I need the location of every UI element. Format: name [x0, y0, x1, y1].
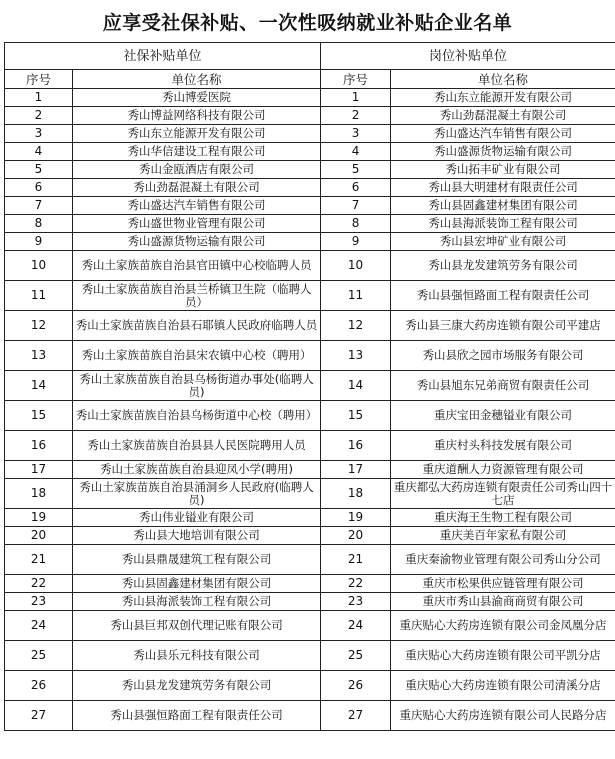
- right-seq-cell: 11: [321, 281, 391, 311]
- right-seq-cell: 27: [321, 701, 391, 731]
- left-unit-name-cell: 秀山博爱医院: [73, 89, 321, 107]
- left-unit-name-cell: 秀山县巨邦双创代理记账有限公司: [73, 611, 321, 641]
- table-row: [5, 593, 615, 611]
- right-unit-name-cell: 秀山盛源货物运输有限公司: [391, 143, 615, 161]
- right-seq-cell: 4: [321, 143, 391, 161]
- left-unit-name-cell: 秀山县龙发建筑劳务有限公司: [73, 671, 321, 701]
- right-unit-name-cell: 重庆贴心大药房连锁有限公司金凤凰分店: [391, 611, 615, 641]
- left-seq-cell: 22: [5, 575, 73, 593]
- left-seq-cell: 17: [5, 461, 73, 479]
- right-seq-cell: 1: [321, 89, 391, 107]
- left-seq-cell: 25: [5, 641, 73, 671]
- right-seq-cell: 25: [321, 641, 391, 671]
- right-seq-cell: 10: [321, 251, 391, 281]
- table-row: [5, 107, 615, 125]
- left-seq-cell: 11: [5, 281, 73, 311]
- left-unit-name-cell: 秀山劲磊混凝土有限公司: [73, 179, 321, 197]
- right-seq-cell: 24: [321, 611, 391, 641]
- left-seq-cell: 7: [5, 197, 73, 215]
- left-unit-name-cell: 秀山土家族苗族自治县石耶镇人民政府临聘人员: [73, 311, 321, 341]
- left-unit-name-cell: 秀山博益网络科技有限公司: [73, 107, 321, 125]
- table-row: [5, 371, 615, 401]
- right-seq-cell: 8: [321, 215, 391, 233]
- left-seq-cell: 27: [5, 701, 73, 731]
- left-seq-cell: 4: [5, 143, 73, 161]
- table-row: [5, 251, 615, 281]
- subsidy-table: [4, 42, 615, 731]
- table-row: [5, 281, 615, 311]
- document-title: 应享受社保补贴、一次性吸纳就业补贴企业名单: [102, 11, 513, 34]
- table-row: [5, 701, 615, 731]
- right-unit-name-cell: 秀山县强恒路面工程有限责任公司: [391, 281, 615, 311]
- right-unit-name-cell: 秀山盛达汽车销售有限公司: [391, 125, 615, 143]
- right-seq-cell: 16: [321, 431, 391, 461]
- right-seq-cell: 14: [321, 371, 391, 401]
- left-seq-cell: 1: [5, 89, 73, 107]
- section-header-social-insurance: 社保补贴单位: [5, 43, 321, 70]
- right-unit-name-cell: 重庆秦渝物业管理有限公司秀山分公司: [391, 545, 615, 575]
- right-unit-name-cell: 重庆村头科技发展有限公司: [391, 431, 615, 461]
- column-header-seq: 序号: [5, 70, 73, 89]
- left-unit-name-cell: 秀山土家族苗族自治县涌洞乡人民政府(临聘人员): [73, 479, 321, 509]
- right-unit-name-cell: 秀山县宏坤矿业有限公司: [391, 233, 615, 251]
- right-seq-cell: 23: [321, 593, 391, 611]
- table-row: [5, 479, 615, 509]
- left-seq-cell: 18: [5, 479, 73, 509]
- table-row: [5, 671, 615, 701]
- right-seq-cell: 5: [321, 161, 391, 179]
- left-unit-name-cell: 秀山土家族苗族自治县官田镇中心校临聘人员: [73, 251, 321, 281]
- left-seq-cell: 3: [5, 125, 73, 143]
- left-unit-name-cell: 秀山县强恒路面工程有限责任公司: [73, 701, 321, 731]
- right-unit-name-cell: 重庆都弘大药房连锁有限责任公司秀山四十七店: [391, 479, 615, 509]
- left-seq-cell: 5: [5, 161, 73, 179]
- right-seq-cell: 6: [321, 179, 391, 197]
- table-row: [5, 461, 615, 479]
- left-seq-cell: 10: [5, 251, 73, 281]
- left-unit-name-cell: 秀山伟业镒业有限公司: [73, 509, 321, 527]
- left-unit-name-cell: 秀山土家族苗族自治县乌杨街道办事处(临聘人员): [73, 371, 321, 401]
- right-seq-cell: 15: [321, 401, 391, 431]
- left-unit-name-cell: 秀山盛达汽车销售有限公司: [73, 197, 321, 215]
- left-unit-name-cell: 秀山县乐元科技有限公司: [73, 641, 321, 671]
- right-seq-cell: 17: [321, 461, 391, 479]
- left-unit-name-cell: 秀山县海派装饰工程有限公司: [73, 593, 321, 611]
- right-seq-cell: 9: [321, 233, 391, 251]
- left-unit-name-cell: 秀山华信建设工程有限公司: [73, 143, 321, 161]
- section-header-job-subsidy: 岗位补贴单位: [321, 43, 615, 70]
- column-header-unit-name: 单位名称: [73, 70, 321, 89]
- right-unit-name-cell: 重庆市松果供应链管理有限公司: [391, 575, 615, 593]
- right-unit-name-cell: 重庆贴心大药房连锁有限公司人民路分店: [391, 701, 615, 731]
- right-seq-cell: 19: [321, 509, 391, 527]
- table-row: [5, 215, 615, 233]
- left-unit-name-cell: 秀山土家族苗族自治县宋农镇中心校（聘用）: [73, 341, 321, 371]
- table-row: [5, 143, 615, 161]
- left-seq-cell: 23: [5, 593, 73, 611]
- right-unit-name-cell: 重庆市秀山县渝商商贸有限公司: [391, 593, 615, 611]
- table-row: [5, 611, 615, 641]
- right-unit-name-cell: 秀山县龙发建筑劳务有限公司: [391, 251, 615, 281]
- right-unit-name-cell: 重庆宝田金穗镒业有限公司: [391, 401, 615, 431]
- right-seq-cell: 21: [321, 545, 391, 575]
- right-unit-name-cell: 秀山县欣之园市场服务有限公司: [391, 341, 615, 371]
- left-seq-cell: 26: [5, 671, 73, 701]
- table-row: [5, 197, 615, 215]
- table-row: [5, 401, 615, 431]
- left-unit-name-cell: 秀山金瓯酒店有限公司: [73, 161, 321, 179]
- right-seq-cell: 3: [321, 125, 391, 143]
- left-seq-cell: 21: [5, 545, 73, 575]
- left-unit-name-cell: 秀山土家族苗族自治县迎凤小学(聘用): [73, 461, 321, 479]
- right-seq-cell: 7: [321, 197, 391, 215]
- left-seq-cell: 2: [5, 107, 73, 125]
- table-row: [5, 125, 615, 143]
- column-header-seq: 序号: [321, 70, 391, 89]
- table-row: [5, 509, 615, 527]
- left-unit-name-cell: 秀山县鼎晟建筑工程有限公司: [73, 545, 321, 575]
- table-row: [5, 527, 615, 545]
- table-row: [5, 311, 615, 341]
- column-header-unit-name: 单位名称: [391, 70, 615, 89]
- left-seq-cell: 12: [5, 311, 73, 341]
- table-row: [5, 431, 615, 461]
- right-seq-cell: 13: [321, 341, 391, 371]
- right-unit-name-cell: 秀山县固鑫建材集团有限公司: [391, 197, 615, 215]
- right-unit-name-cell: 重庆贴心大药房连锁有限公司清溪分店: [391, 671, 615, 701]
- right-unit-name-cell: 秀山县大明建材有限责任公司: [391, 179, 615, 197]
- table-row: [5, 89, 615, 107]
- right-unit-name-cell: 秀山劲磊混凝土有限公司: [391, 107, 615, 125]
- left-unit-name-cell: 秀山土家族苗族自治县乌杨街道中心校（聘用）: [73, 401, 321, 431]
- left-seq-cell: 14: [5, 371, 73, 401]
- right-unit-name-cell: 重庆海王生物工程有限公司: [391, 509, 615, 527]
- table-row: [5, 161, 615, 179]
- left-unit-name-cell: 秀山东立能源开发有限公司: [73, 125, 321, 143]
- table-row: [5, 641, 615, 671]
- right-seq-cell: 22: [321, 575, 391, 593]
- left-unit-name-cell: 秀山土家族苗族自治县县人民医院聘用人员: [73, 431, 321, 461]
- table-row: [5, 179, 615, 197]
- left-unit-name-cell: 秀山盛源货物运输有限公司: [73, 233, 321, 251]
- left-unit-name-cell: 秀山县固鑫建材集团有限公司: [73, 575, 321, 593]
- right-unit-name-cell: 秀山县三康大药房连锁有限公司平建店: [391, 311, 615, 341]
- left-seq-cell: 24: [5, 611, 73, 641]
- left-seq-cell: 16: [5, 431, 73, 461]
- left-seq-cell: 20: [5, 527, 73, 545]
- right-seq-cell: 12: [321, 311, 391, 341]
- left-unit-name-cell: 秀山土家族苗族自治县兰桥镇卫生院（临聘人员）: [73, 281, 321, 311]
- table-row: [5, 575, 615, 593]
- left-unit-name-cell: 秀山县大地培训有限公司: [73, 527, 321, 545]
- right-unit-name-cell: 重庆道酬人力资源管理有限公司: [391, 461, 615, 479]
- right-seq-cell: 18: [321, 479, 391, 509]
- right-unit-name-cell: 秀山东立能源开发有限公司: [391, 89, 615, 107]
- table-row: [5, 545, 615, 575]
- left-seq-cell: 15: [5, 401, 73, 431]
- table-row: [5, 341, 615, 371]
- right-unit-name-cell: 秀山县海派装饰工程有限公司: [391, 215, 615, 233]
- left-seq-cell: 6: [5, 179, 73, 197]
- right-seq-cell: 26: [321, 671, 391, 701]
- left-seq-cell: 13: [5, 341, 73, 371]
- right-unit-name-cell: 秀山县旭东兄弟商贸有限责任公司: [391, 371, 615, 401]
- right-seq-cell: 2: [321, 107, 391, 125]
- right-unit-name-cell: 重庆贴心大药房连锁有限公司平凯分店: [391, 641, 615, 671]
- left-seq-cell: 9: [5, 233, 73, 251]
- right-unit-name-cell: 重庆美百年家私有限公司: [391, 527, 615, 545]
- right-seq-cell: 20: [321, 527, 391, 545]
- left-seq-cell: 19: [5, 509, 73, 527]
- left-unit-name-cell: 秀山盛世物业管理有限公司: [73, 215, 321, 233]
- table-row: [5, 233, 615, 251]
- right-unit-name-cell: 秀山拓丰矿业有限公司: [391, 161, 615, 179]
- left-seq-cell: 8: [5, 215, 73, 233]
